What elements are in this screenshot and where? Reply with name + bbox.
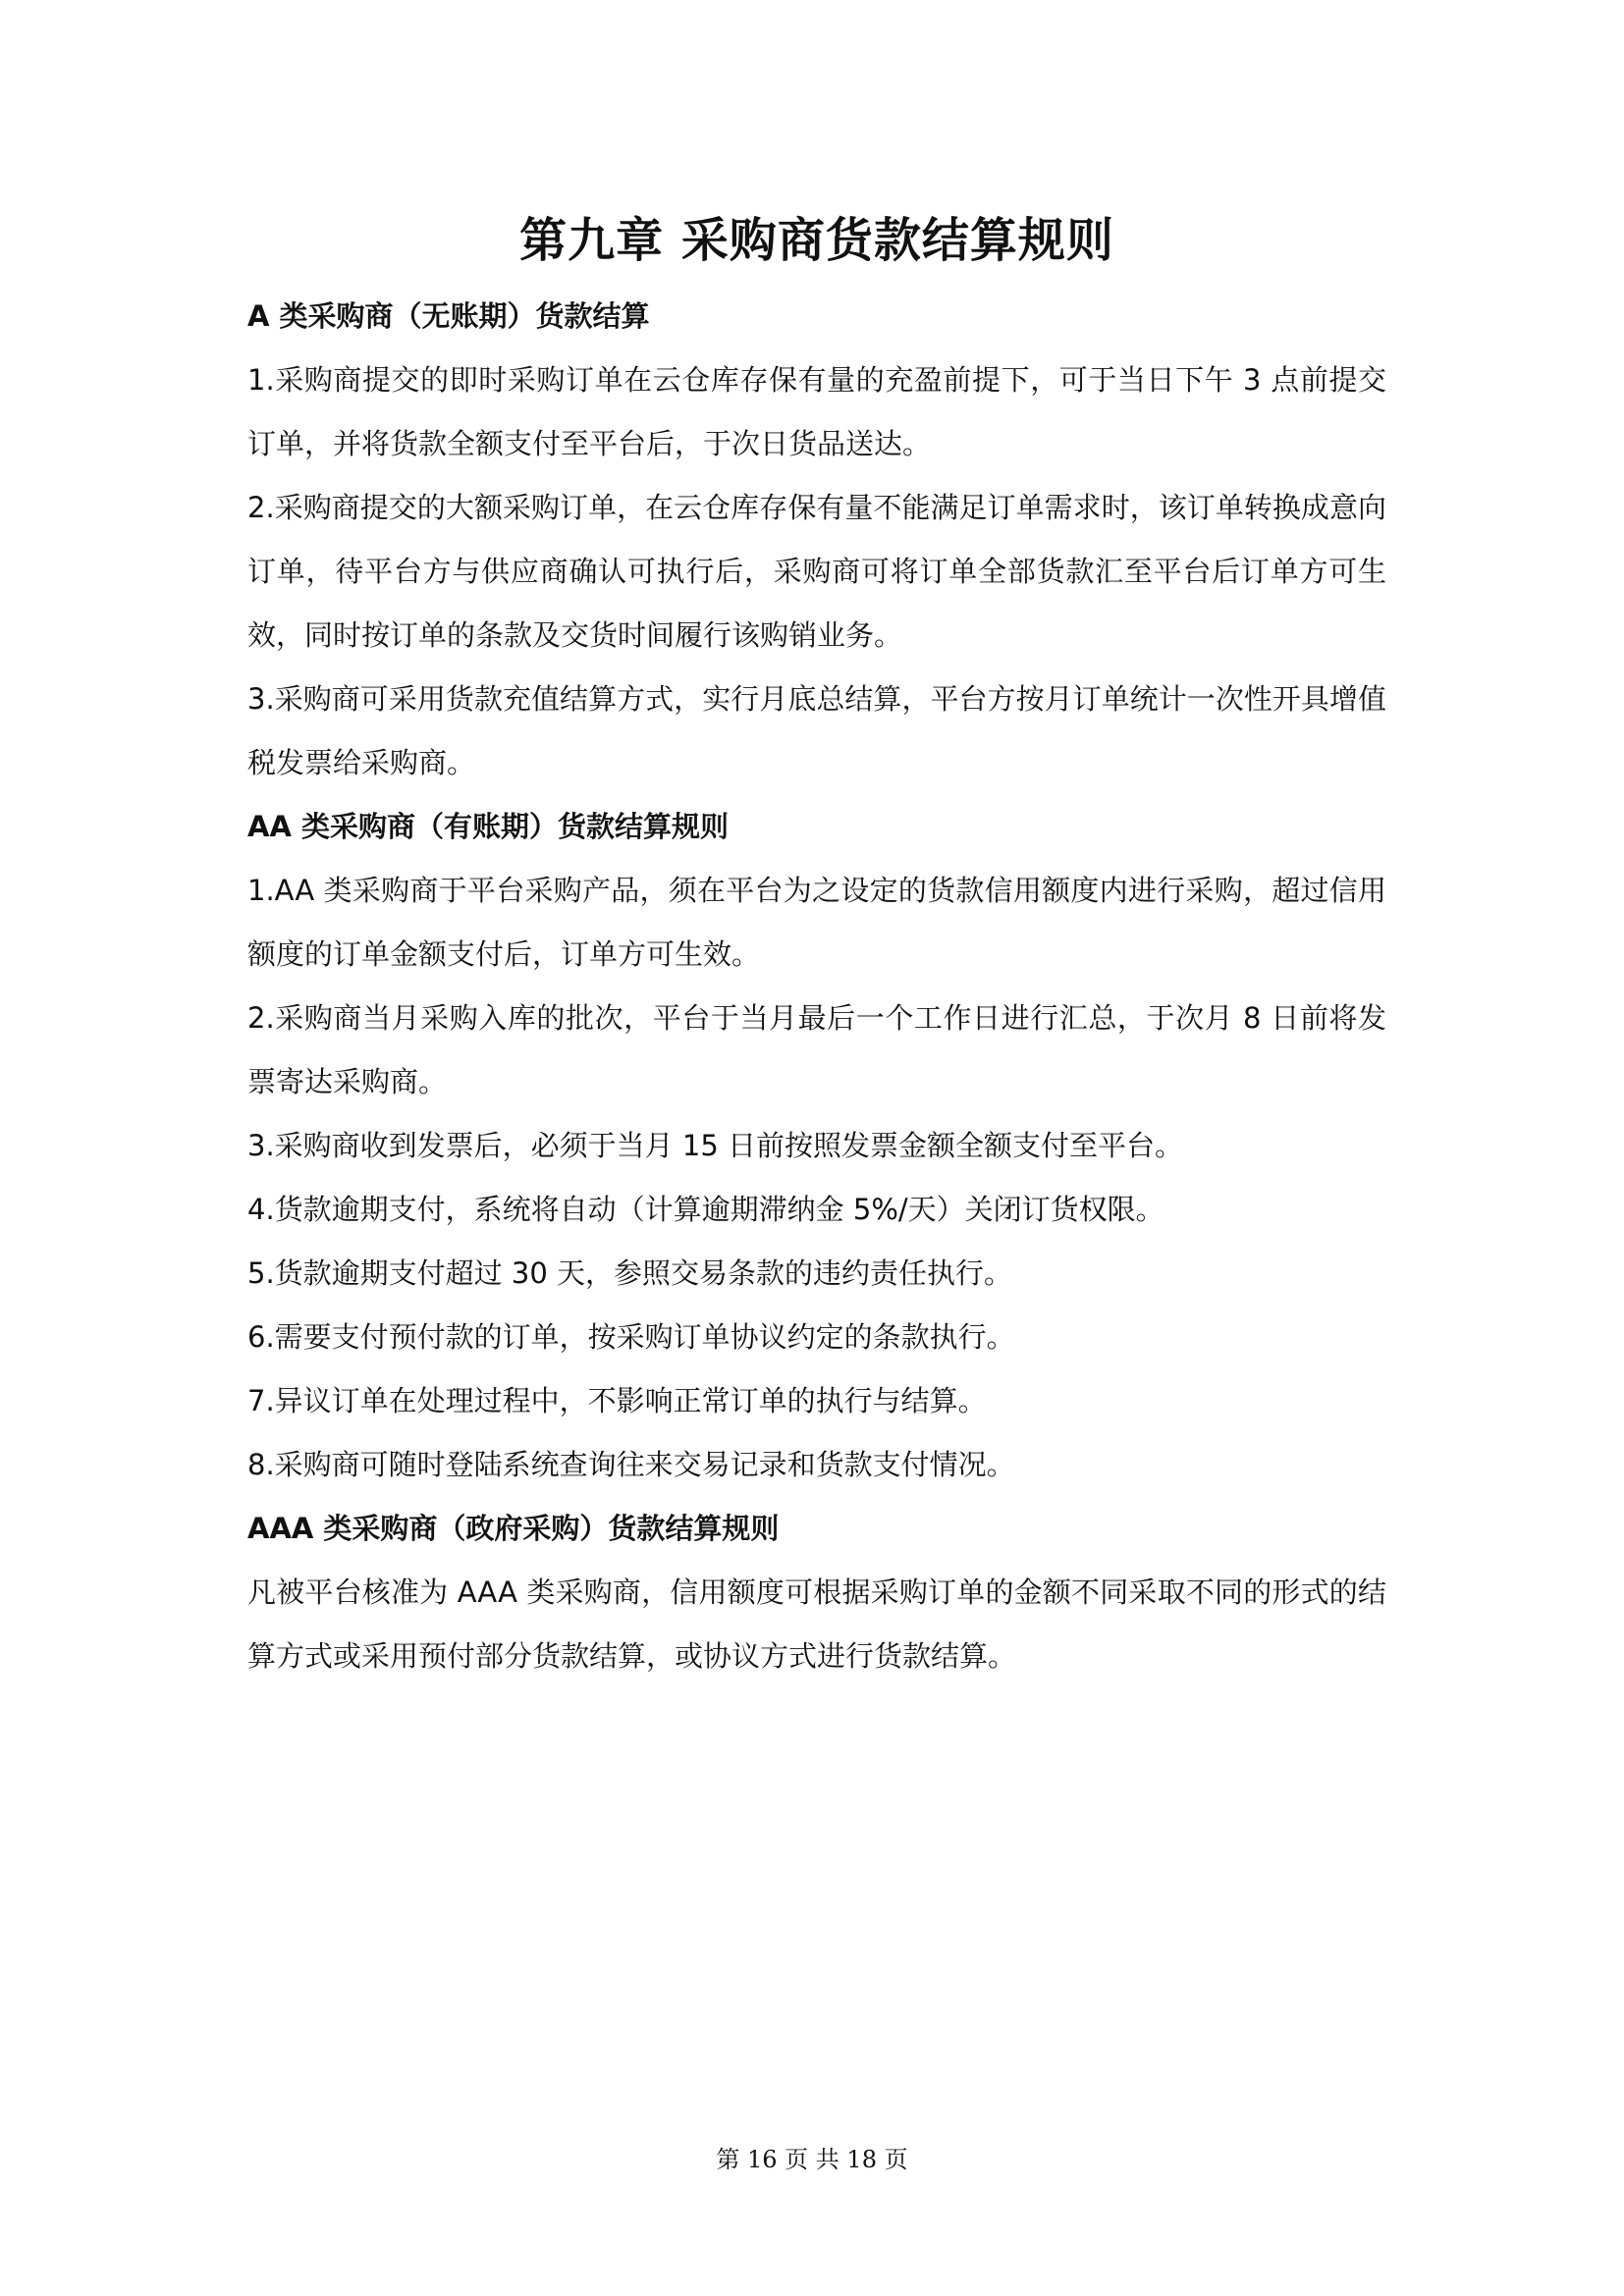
section-heading: AAA 类采购商（政府采购）货款结算规则 [247,1512,780,1545]
paragraph: 7.异议订单在处理过程中，不影响正常订单的执行与结算。 [247,1384,987,1417]
document-content [247,196,1386,1688]
paragraph: 2.采购商当月采购入库的批次，平台于当月最后一个工作日进行汇总，于次月 8 日前将发票寄达采购商。 [247,1001,1386,1098]
paragraph: 1.采购商提交的即时采购订单在云仓库存保有量的充盈前提下，可于当日下午 3 点前提交订单，并将货款全额支付至平台后，于次日货品送达。 [247,363,1386,460]
paragraph: 5.货款逾期支付超过 30 天，参照交易条款的违约责任执行。 [247,1256,1013,1290]
paragraph: 6.需要支付预付款的订单，按采购订单协议约定的条款执行。 [247,1320,1015,1354]
section-aa-class [247,795,1386,1497]
section-a-class [247,285,1386,795]
chapter-title: 第九章 采购商货款结算规则 [519,213,1114,268]
paragraph: 凡被平台核准为 AAA 类采购商，信用额度可根据采购订单的金额不同采取不同的形式的结算方式或采用预付部分货款结算，或协议方式进行货款结算。 [247,1575,1386,1673]
paragraph: 1.AA 类采购商于平台采购产品，须在平台为之设定的货款信用额度内进行采购，超过信用额度的订单金额支付后，订单方可生效。 [247,874,1386,971]
paragraph: 3.采购商可采用货款充值结算方式，实行月底总结算，平台方按月订单统计一次性开具增值税发票给采购商。 [247,682,1386,779]
paragraph: 2.采购商提交的大额采购订单，在云仓库存保有量不能满足订单需求时，该订单转换成意向订单，待平台方与供应商确认可执行后，采购商可将订单全部货款汇至平台后订单方可生效，同时按订单的条款及交货时间履行该购销业务。 [247,491,1386,652]
paragraph: 4.货款逾期支付，系统将自动（计算逾期滞纳金 5%/天）关闭订货权限。 [247,1193,1164,1226]
section-heading: AA 类采购商（有账期）货款结算规则 [247,810,729,843]
paragraph: 8.采购商可随时登陆系统查询往来交易记录和货款支付情况。 [247,1448,1015,1481]
paragraph: 3.采购商收到发票后，必须于当月 15 日前按照发票金额全额支付至平台。 [247,1129,1184,1162]
section-aaa-class [247,1497,1386,1688]
page-footer: 第 16 页 共 18 页 [716,2146,908,2173]
section-heading: A 类采购商（无账期）货款结算 [247,299,650,333]
